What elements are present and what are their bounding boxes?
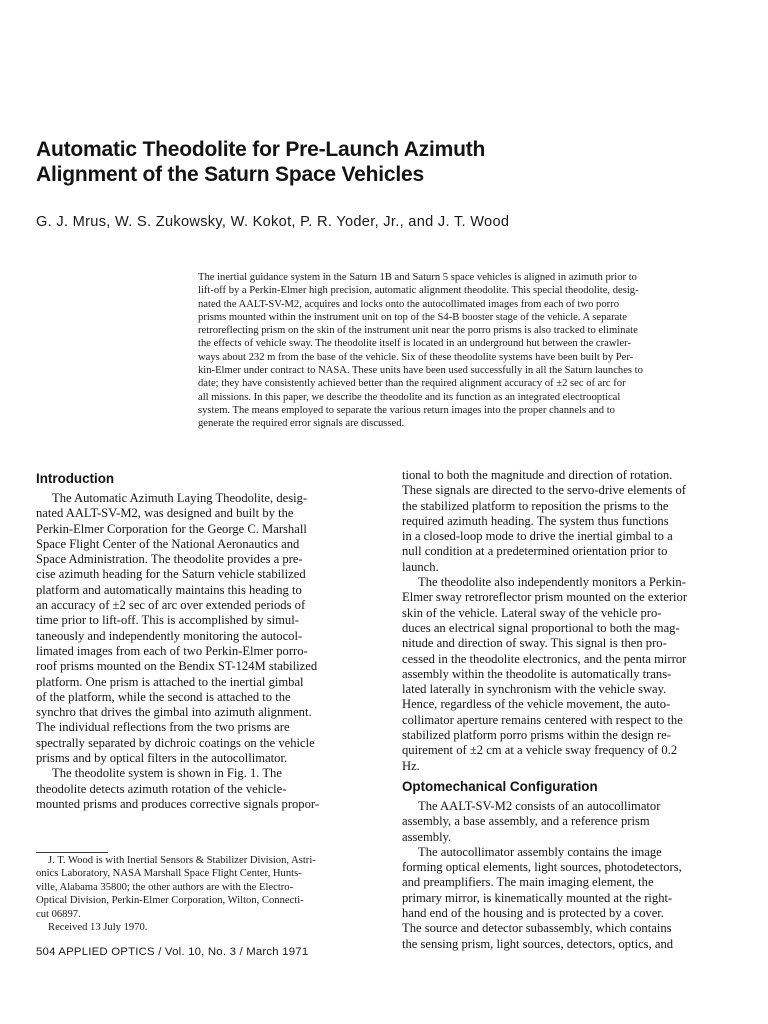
text-line: tional to both the magnitude and direction of rotation. [402, 468, 673, 482]
text-line: platform and automatically maintains this heading to [36, 582, 302, 597]
footnote-line: ville, Alabama 35800; the other authors are with the Electro- [36, 881, 294, 893]
text-line: null condition at a predetermined orientation prior to [402, 544, 668, 559]
text-line: the stabilized platform to reposition the prisms to the [402, 498, 669, 513]
text-line: of the platform, while the second is attached to the [36, 689, 291, 704]
footnote-line: J. T. Wood is with Inertial Sensors & Stabilizer Division, Astri- [48, 855, 316, 866]
text-line: The Automatic Azimuth Laying Theodolite, desig- [52, 491, 308, 505]
abstract-line: The inertial guidance system in the Saturn 1B and Saturn 5 space vehicles is aligned in azimuth prior to [198, 272, 637, 283]
abstract-line: retroreflecting prism on the skin of the instrument unit near the porro prisms is also tracked to eliminate [198, 325, 638, 337]
footnote-line: Optical Division, Perkin-Elmer Corporation, Wilton, Connecti- [36, 895, 304, 907]
text-line: required azimuth heading. The system thus functions [402, 513, 669, 528]
abstract-line: kin-Elmer under contract to NASA. These units have been used successfully in all the Saturn launches to [198, 365, 643, 377]
footnote-line: onics Laboratory, NASA Marshall Space Flight Center, Hunts- [36, 868, 302, 880]
page-footer: 504 APPLIED OPTICS / Vol. 10, No. 3 / March 1971 [36, 946, 309, 958]
abstract-line: generate the required error signals are discussed. [198, 418, 405, 430]
text-line: spectrally separated by dichroic coatings on the vehicle [36, 735, 315, 750]
text-line: mounted prisms and produces corrective signals propor- [36, 796, 320, 811]
text-line: prisms and by optical filters in the autocollimator. [36, 751, 288, 766]
text-line: assembly. [402, 829, 452, 844]
abstract-line: date; they have consistently achieved better than the required alignment accuracy of ±2 sec of arc for [198, 378, 626, 390]
text-line: nated AALT-SV-M2, was designed and built by the [36, 506, 294, 521]
text-line: skin of the vehicle. Lateral sway of the vehicle pro- [402, 605, 662, 620]
abstract [198, 271, 742, 431]
text-line: Hz. [402, 758, 420, 773]
title-line-1: Automatic Theodolite for Pre-Launch Azimuth [36, 138, 486, 161]
text-line: time prior to lift-off. This is accomplished by simul- [36, 613, 299, 628]
intro-paragraph-3 [402, 575, 748, 774]
text-line: cise azimuth heading for the Saturn vehicle stabilized [36, 567, 306, 582]
paper-title [36, 137, 596, 187]
text-line: These signals are directed to the servo-drive elements of [402, 483, 686, 498]
text-line: Space Administration. The theodolite provides a pre- [36, 552, 303, 567]
intro-paragraph-2 [36, 766, 382, 812]
text-line: The individual reflections from the two prisms are [36, 720, 290, 735]
footnote-line: cut 06897. [36, 908, 81, 920]
text-line: primary mirror, is kinematically mounted at the right- [402, 890, 673, 905]
received-date: Received 13 July 1970. [48, 922, 148, 934]
text-line: The theodolite also independently monitors a Perkin- [418, 575, 686, 590]
text-line: The autocollimator assembly contains the image [418, 844, 662, 859]
text-line: assembly within the theodolite is automatically trans- [402, 666, 672, 681]
text-line: taneously and independently monitoring the autocol- [36, 628, 303, 643]
text-line: stabilized platform porro prisms within the design re- [402, 728, 671, 743]
text-line: lated laterally in synchronism with the vehicle sway. [402, 682, 667, 697]
section-heading-optomechanical: Optomechanical Configuration [402, 778, 598, 794]
text-line: hand end of the housing and is protected by a cover. [402, 906, 664, 921]
intro-paragraph-continued [402, 468, 748, 575]
author-list: G. J. Mrus, W. S. Zukowsky, W. Kokot, P. R. Yoder, Jr., and J. T. Wood [36, 214, 510, 230]
text-line: Space Flight Center of the National Aeronautics and [36, 536, 300, 551]
config-paragraph-1 [402, 799, 748, 845]
footnote [36, 854, 382, 934]
intro-paragraph-1 [36, 491, 382, 766]
abstract-line: nated the AALT-SV-M2, acquires and locks onto the autocollimated images from each of two porro [198, 298, 620, 310]
text-line: Elmer sway retroreflector prism mounted on the exterior [402, 590, 688, 605]
text-line: The AALT-SV-M2 consists of an autocollimator [418, 798, 661, 813]
text-line: theodolite detects azimuth rotation of the vehicle- [36, 781, 287, 796]
right-column [402, 468, 748, 952]
abstract-line: prisms mounted within the instrument unit on top of the S4-B booster stage of the vehicle. A separate [198, 311, 627, 323]
title-line-2: Alignment of the Saturn Space Vehicles [36, 163, 424, 186]
config-paragraph-2 [402, 845, 748, 952]
footnote-divider [36, 852, 108, 853]
text-line: Hence, regardless of the vehicle movement, the auto- [402, 697, 671, 712]
text-line: in a closed-loop mode to drive the inertial gimbal to a [402, 529, 673, 544]
text-line: roof prisms mounted on the Bendix ST-124M stabilized [36, 659, 318, 674]
section-heading-introduction: Introduction [36, 471, 115, 486]
text-line: forming optical elements, light sources, photodetectors, [402, 860, 682, 875]
text-line: quirement of ±2 cm at a vehicle sway frequency of 0.2 [402, 743, 678, 758]
text-line: The source and detector subassembly, which contains [402, 921, 672, 936]
text-line: launch. [402, 559, 439, 574]
text-line: an accuracy of ±2 sec of arc over extended periods of [36, 598, 306, 613]
left-column [36, 468, 382, 812]
abstract-line: the effects of vehicle sway. The theodolite itself is located in an underground hut between the crawler- [198, 338, 631, 350]
text-line: synchro that drives the gimbal into azimuth alignment. [36, 705, 312, 720]
text-line: assembly, a base assembly, and a reference prism [402, 814, 650, 829]
text-line: The theodolite system is shown in Fig. 1. The [52, 766, 282, 781]
text-line: and preamplifiers. The main imaging element, the [402, 875, 654, 890]
abstract-line: all missions. In this paper, we describe the theodolite and its function as an integrated electrooptical [198, 391, 621, 403]
text-line: limated images from each of two Perkin-Elmer porro- [36, 643, 308, 658]
text-line: nitude and direction of sway. This signal is then pro- [402, 636, 667, 651]
text-line: platform. One prism is attached to the inertial gimbal [36, 674, 304, 689]
text-line: collimator aperture remains centered with respect to the [402, 712, 683, 727]
abstract-line: lift-off by a Perkin-Elmer high precision, automatic alignment theodolite. This special theodolite, desig- [198, 285, 639, 297]
text-line: cessed in the theodolite electronics, and the penta mirror [402, 651, 687, 666]
abstract-line: ways about 232 m from the base of the vehicle. Six of these theodolite systems have been built by Per- [198, 351, 634, 363]
text-line: duces an electrical signal proportional to both the mag- [402, 620, 680, 635]
abstract-line: system. The means employed to separate the various return images into the proper channels and to [198, 404, 615, 416]
text-line: Perkin-Elmer Corporation for the George C. Marshall [36, 521, 307, 536]
text-line: the sensing prism, light sources, detectors, optics, and [402, 936, 674, 951]
